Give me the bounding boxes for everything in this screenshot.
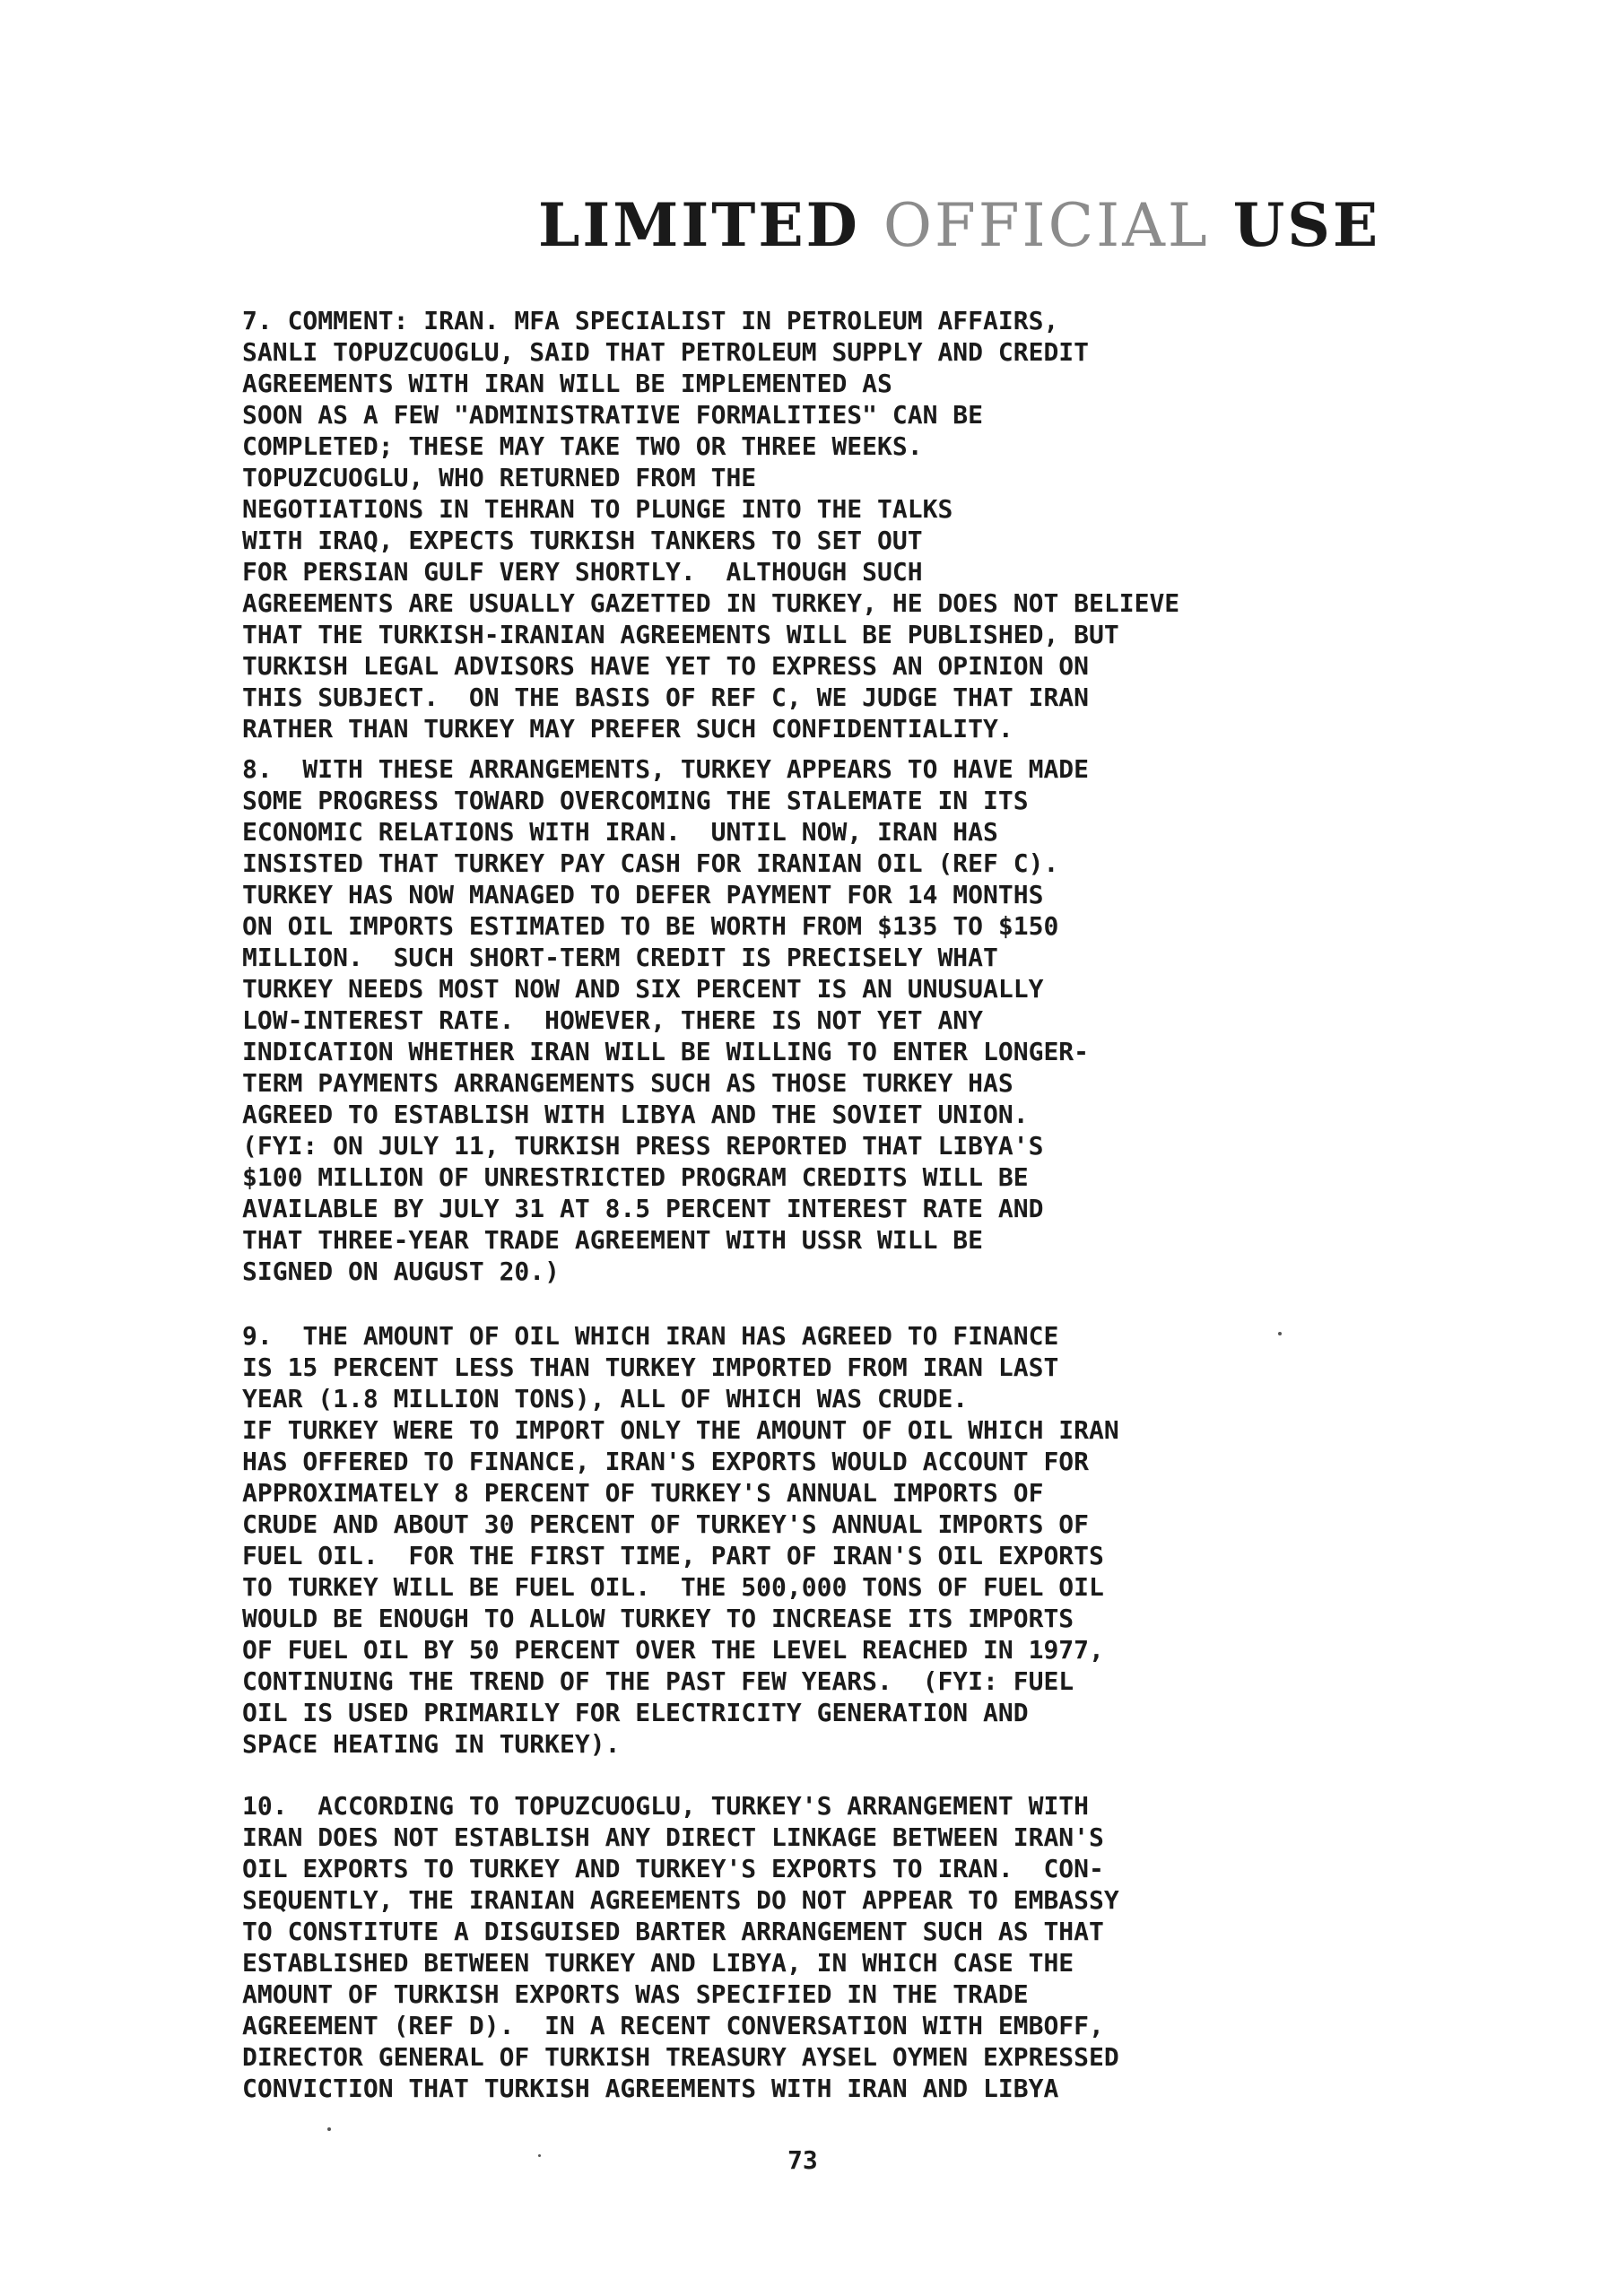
classification-prefix: LIMITED xyxy=(538,190,860,260)
classification-faded-word: OFFICIAL xyxy=(883,191,1210,260)
page-number: 73 xyxy=(787,2145,818,2175)
scan-speck xyxy=(1278,1332,1282,1335)
classification-header xyxy=(538,190,1380,260)
scan-speck xyxy=(538,2154,541,2157)
paragraph-7: 7. COMMENT: IRAN. MFA SPECIALIST IN PETROLEUM AFFAIRS, SANLI TOPUZCUOGLU, SAID THAT PETROLEUM SUPPLY AND CREDIT AGREEMENTS WITH IRAN WILL BE IMPLEMENTED AS SOON AS A FEW "ADMINISTRATIVE FORMALITIES" CAN BE COMPLETED; THESE MAY TAKE TWO OR THREE WEEKS. TOPUZCUOGLU, WHO RETURNED FROM THE NEGOTIATIONS IN TEHRAN TO PLUNGE INTO THE TALKS WITH IRAQ, EXPECTS TURKISH TANKERS TO SET OUT FOR PERSIAN GULF VERY SHORTLY. ALTHOUGH SUCH AGREEMENTS ARE USUALLY GAZETTED IN TURKEY, HE DOES NOT BELIEVE THAT THE TURKISH-IRANIAN AGREEMENTS WILL BE PUBLISHED, BUT TURKISH LEGAL ADVISORS HAVE YET TO EXPRESS AN OPINION ON THIS SUBJECT. ON THE BASIS OF REF C, WE JUDGE THAT IRAN RATHER THAN TURKEY MAY PREFER SUCH CONFIDENTIALITY. xyxy=(242,306,1180,744)
paragraph-8: 8. WITH THESE ARRANGEMENTS, TURKEY APPEARS TO HAVE MADE SOME PROGRESS TOWARD OVERCOMING THE STALEMATE IN ITS ECONOMIC RELATIONS WITH IRAN. UNTIL NOW, IRAN HAS INSISTED THAT TURKEY PAY CASH FOR IRANIAN OIL (REF C). TURKEY HAS NOW MANAGED TO DEFER PAYMENT FOR 14 MONTHS ON OIL IMPORTS ESTIMATED TO BE WORTH FROM $135 TO $150 MILLION. SUCH SHORT-TERM CREDIT IS PRECISELY WHAT TURKEY NEEDS MOST NOW AND SIX PERCENT IS AN UNUSUALLY LOW-INTEREST RATE. HOWEVER, THERE IS NOT YET ANY INDICATION WHETHER IRAN WILL BE WILLING TO ENTER LONGER- TERM PAYMENTS ARRANGEMENTS SUCH AS THOSE TURKEY HAS AGREED TO ESTABLISH WITH LIBYA AND THE SOVIET UNION. (FYI: ON JULY 11, TURKISH PRESS REPORTED THAT LIBYA'S $100 MILLION OF UNRESTRICTED PROGRAM CREDITS WILL BE AVAILABLE BY JULY 31 AT 8.5 PERCENT INTEREST RATE AND THAT THREE-YEAR TRADE AGREEMENT WITH USSR WILL BE SIGNED ON AUGUST 20.) xyxy=(242,754,1090,1286)
paragraph-10: 10. ACCORDING TO TOPUZCUOGLU, TURKEY'S ARRANGEMENT WITH IRAN DOES NOT ESTABLISH ANY DIRECT LINKAGE BETWEEN IRAN'S OIL EXPORTS TO TURKEY AND TURKEY'S EXPORTS TO IRAN. CON- SEQUENTLY, THE IRANIAN AGREEMENTS DO NOT APPEAR TO EMBASSY TO CONSTITUTE A DISGUISED BARTER ARRANGEMENT SUCH AS THAT ESTABLISHED BETWEEN TURKEY AND LIBYA, IN WHICH CASE THE AMOUNT OF TURKISH EXPORTS WAS SPECIFIED IN THE TRADE AGREEMENT (REF D). IN A RECENT CONVERSATION WITH EMBOFF, DIRECTOR GENERAL OF TURKISH TREASURY AYSEL OYMEN EXPRESSED CONVICTION THAT TURKISH AGREEMENTS WITH IRAN AND LIBYA xyxy=(242,1791,1119,2103)
paragraph-9: 9. THE AMOUNT OF OIL WHICH IRAN HAS AGREED TO FINANCE IS 15 PERCENT LESS THAN TURKEY IMPORTED FROM IRAN LAST YEAR (1.8 MILLION TONS), ALL OF WHICH WAS CRUDE. IF TURKEY WERE TO IMPORT ONLY THE AMOUNT OF OIL WHICH IRAN HAS OFFERED TO FINANCE, IRAN'S EXPORTS WOULD ACCOUNT FOR APPROXIMATELY 8 PERCENT OF TURKEY'S ANNUAL IMPORTS OF CRUDE AND ABOUT 30 PERCENT OF TURKEY'S ANNUAL IMPORTS OF FUEL OIL. FOR THE FIRST TIME, PART OF IRAN'S OIL EXPORTS TO TURKEY WILL BE FUEL OIL. THE 500,000 TONS OF FUEL OIL WOULD BE ENOUGH TO ALLOW TURKEY TO INCREASE ITS IMPORTS OF FUEL OIL BY 50 PERCENT OVER THE LEVEL REACHED IN 1977, CONTINUING THE TREND OF THE PAST FEW YEARS. (FYI: FUEL OIL IS USED PRIMARILY FOR ELECTRICITY GENERATION AND SPACE HEATING IN TURKEY). xyxy=(242,1321,1119,1759)
scan-speck xyxy=(327,2127,331,2131)
classification-suffix: USE xyxy=(1232,190,1381,260)
